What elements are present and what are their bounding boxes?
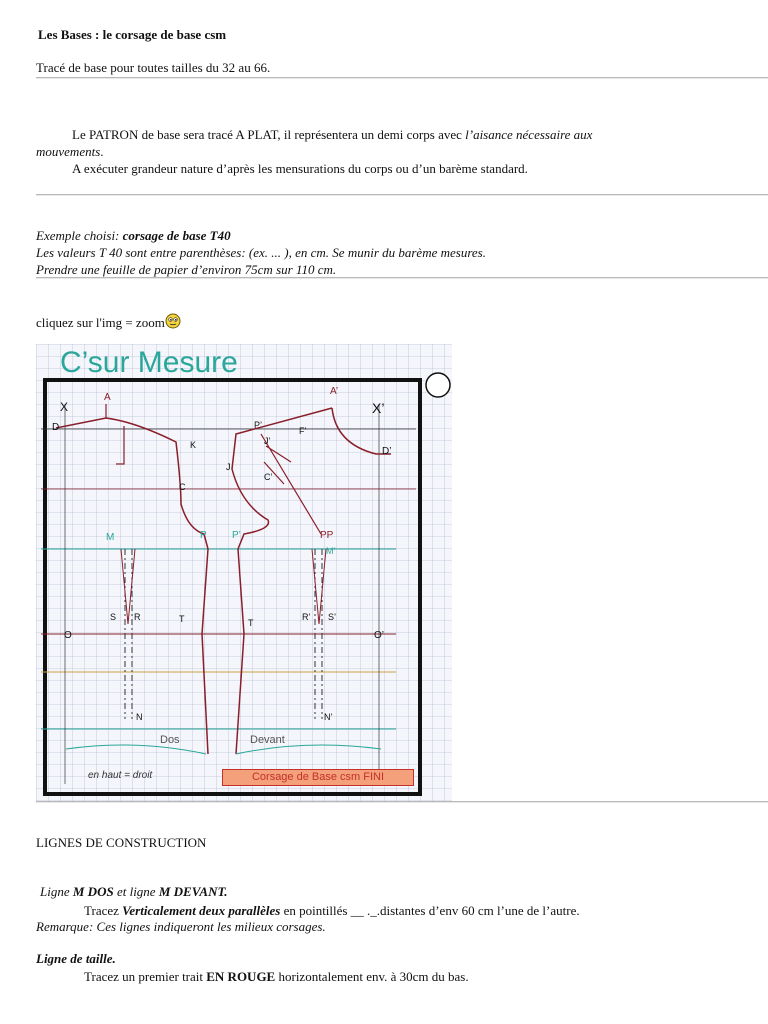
label-j: J [226, 462, 231, 472]
intro-paragraph-1: Le PATRON de base sera tracé A PLAT, il représentera un demi corps avec l’aisance nécessaire aux [72, 127, 593, 142]
label-d-prime: D’ [382, 446, 392, 457]
label-c: C [179, 482, 186, 492]
remarque-text: Remarque: Ces lignes indiqueront les milieux corsages. [36, 919, 326, 934]
label-t: T [179, 614, 185, 624]
example-line-3: Prendre une feuille de papier d’environ 75cm sur 110 cm. [36, 262, 337, 277]
label-x-prime: X’ [372, 400, 385, 416]
label-o-prime: O’ [374, 630, 384, 641]
pattern-image[interactable] [36, 344, 452, 802]
taille-heading: Ligne de taille. [36, 951, 116, 966]
divider [36, 77, 768, 79]
label-a: A [104, 392, 111, 403]
divider [36, 801, 768, 803]
label-k: K [190, 440, 197, 450]
pattern-drawing [36, 344, 452, 802]
zoom-link[interactable]: cliquez sur l'img = zoom [36, 313, 181, 333]
brand-label: C’sur Mesure [60, 346, 238, 379]
label-dos: Dos [160, 734, 180, 746]
banner-label: Corsage de Base csm FINI [222, 769, 414, 786]
label-devant: Devant [250, 734, 285, 746]
label-s-prime: S’ [328, 612, 337, 622]
label-o: O [64, 630, 72, 641]
divider [36, 194, 768, 196]
label-r-prime: R’ [302, 612, 311, 622]
smiley-icon [165, 313, 181, 333]
label-m: M [106, 532, 115, 543]
label-m-prime: M’ [326, 546, 336, 556]
label-p: P [200, 530, 207, 541]
page-subtitle: Tracé de base pour toutes tailles du 32 au 66. [36, 60, 271, 75]
label-p-top: P’ [254, 420, 263, 430]
tracez-instruction-1: Tracez Verticalement deux parallèles en pointillés __ ._.distantes d’env 60 cm l’une de l’autre. [84, 903, 580, 918]
label-j-prime: J’ [264, 436, 271, 446]
intro-paragraph-2: A exécuter grandeur nature d’après les mensurations du corps ou d’un barème standard. [72, 161, 528, 176]
page-title: Les Bases : le corsage de base csm [38, 27, 227, 42]
label-a-prime: A’ [330, 386, 339, 397]
label-n-prime: N’ [324, 712, 333, 722]
label-r: R [134, 612, 141, 622]
section-title: LIGNES DE CONSTRUCTION [36, 835, 207, 850]
label-n: N [136, 712, 143, 722]
label-d: D [52, 422, 60, 433]
intro-paragraph-1-cont: mouvements. [36, 144, 104, 159]
example-line-2: Les valeurs T 40 sont entre parenthèses: (ex. ... ), en cm. Se munir du barème mesures. [36, 245, 486, 260]
label-f-prime: F’ [299, 426, 307, 436]
label-pp: PP [320, 530, 334, 541]
label-p-prime: P’ [232, 530, 241, 541]
label-s: S [110, 612, 117, 622]
example-line-1: Exemple choisi: corsage de base T40 [36, 228, 231, 243]
tracez-instruction-2: Tracez un premier trait EN ROUGE horizontalement env. à 30cm du bas. [84, 969, 469, 984]
label-c-prime: C’ [264, 472, 273, 482]
figure-note: en haut = droit [88, 770, 153, 781]
m-lines-heading: Ligne M DOS et ligne M DEVANT. [40, 884, 228, 899]
label-x: X [60, 400, 69, 414]
divider [36, 277, 768, 279]
label-t-2: T [248, 618, 254, 628]
